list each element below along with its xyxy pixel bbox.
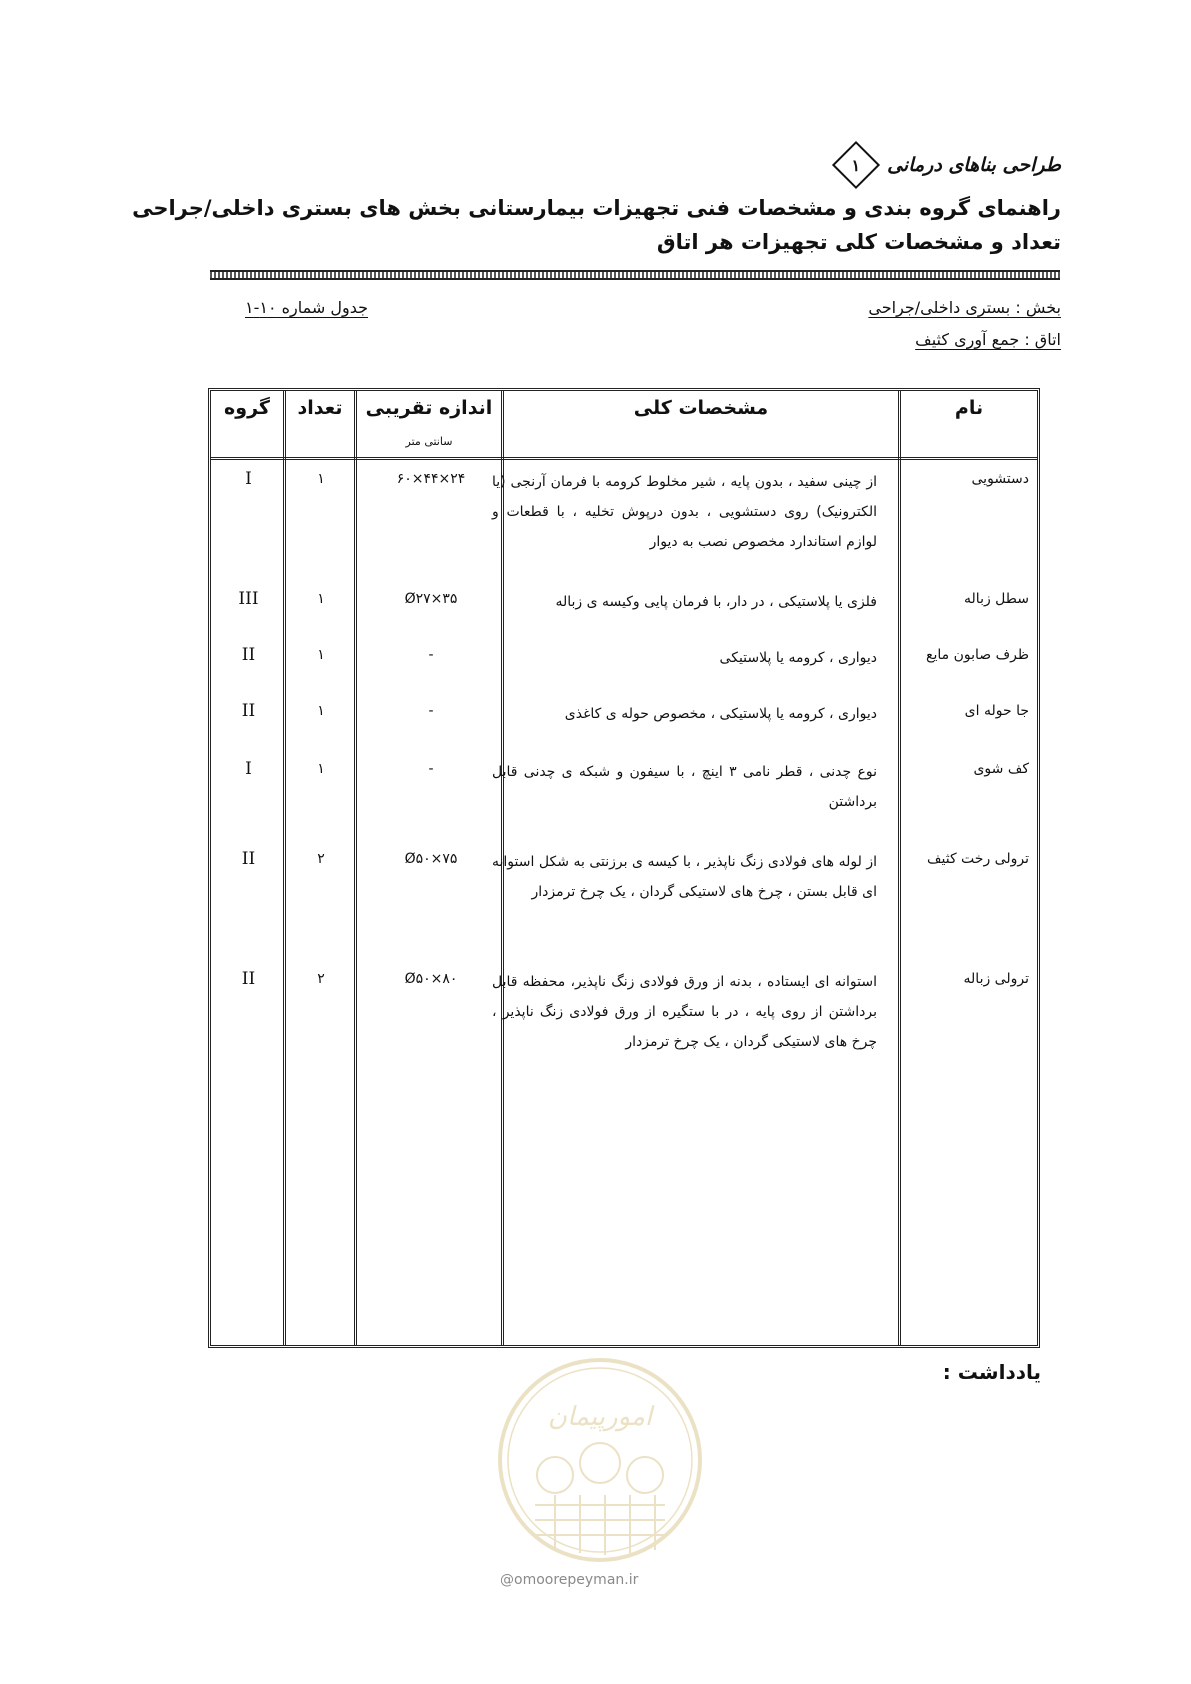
table-number: جدول شماره ۱۰-۱	[245, 298, 369, 317]
cell-group: I	[245, 759, 252, 779]
cell-size: ۶۰×۴۴×۲۴	[396, 471, 466, 487]
cell-size: Ø۵۰×۷۵	[404, 851, 458, 867]
cell-group: III	[238, 589, 259, 609]
watermark-text: امورپیمان	[547, 1402, 653, 1432]
header-divider	[210, 270, 1060, 280]
watermark-url: @omoorepeyman.ir	[500, 1572, 639, 1588]
equipment-table	[208, 388, 1040, 1348]
note-label: یادداشت :	[942, 1360, 1041, 1384]
series-title-text: طراحی بناهای درمانی	[887, 154, 1061, 176]
cell-count: ۱	[317, 591, 325, 607]
cell-group: I	[245, 469, 252, 489]
header-count: تعداد	[297, 397, 343, 419]
header-spec: مشخصات کلی	[633, 397, 769, 419]
cell-spec: فلزی یا پلاستیکی ، در دار، با فرمان پایی وکیسه ی زباله	[555, 594, 877, 610]
cell-name: دستشویی	[971, 471, 1029, 487]
cell-count: ۱	[317, 761, 325, 777]
cell-count: ۱	[317, 703, 325, 719]
cell-size: -	[428, 761, 434, 777]
col-divider	[898, 391, 901, 1345]
cell-group: II	[241, 701, 256, 721]
cell-name: ترولی رخت کثیف	[927, 851, 1029, 867]
header-size: اندازه تقریبی	[365, 397, 493, 419]
cell-name: ظرف صابون مایع	[926, 647, 1029, 663]
cell-count: ۲	[317, 971, 325, 987]
cell-name: ترولی زباله	[963, 971, 1029, 987]
cell-size: -	[428, 703, 434, 719]
document-title: راهنمای گروه بندی و مشخصات فنی تجهیزات بیمارستانی بخش های بستری داخلی/جراحی	[132, 196, 1061, 220]
cell-group: II	[241, 645, 256, 665]
series-number-badge	[832, 141, 880, 189]
cell-count: ۲	[317, 851, 325, 867]
document-subtitle: تعداد و مشخصات کلی تجهیزات هر اتاق	[656, 230, 1061, 254]
cell-spec: از چینی سفید ، بدون پایه ، شیر مخلوط کرومه با فرمان آرنجی (یا الکترونیک) روی دستشویی ، بدون درپوش تخلیه ، با قطعات و لوازم استاندارد مخصوص نصب به دیوار	[492, 474, 877, 550]
header-name: نام	[954, 397, 984, 419]
section-label: بخش : بستری داخلی/جراحی	[868, 298, 1061, 317]
cell-spec: از لوله های فولادی زنگ ناپذیر ، با کیسه ی برزنتی به شکل استوانه ای قابل بستن ، چرخ های لاستیکی گردان ، یک چرخ ترمزدار	[492, 854, 877, 900]
watermark-logo	[495, 1355, 705, 1565]
series-number: ۱	[851, 155, 861, 175]
cell-group: II	[241, 849, 256, 869]
cell-spec: نوع چدنی ، قطر نامی ۳ اینچ ، با سیفون و شبکه ی چدنی قابل برداشتن	[492, 764, 877, 810]
cell-spec: استوانه ای ایستاده ، بدنه از ورق فولادی زنگ ناپذیر، محفظه قابل برداشتن از روی پایه ، در با ستگیره از ورق فولادی زنگ ناپذیر ، چرخ های لاستیکی گردان ، یک چرخ ترمزدار	[492, 974, 877, 1050]
cell-spec: دیواری ، کرومه یا پلاستیکی ، مخصوص حوله ی کاغذی	[564, 706, 877, 722]
room-label: اتاق : جمع آوری کثیف	[915, 330, 1061, 349]
series-title	[839, 148, 1061, 182]
cell-size: Ø۵۰×۸۰	[404, 971, 458, 987]
cell-name: کف شوی	[973, 761, 1029, 777]
cell-spec: دیواری ، کرومه یا پلاستیکی	[719, 650, 877, 666]
cell-size: -	[428, 647, 434, 663]
col-divider	[354, 391, 357, 1345]
header-size-unit: سانتی متر	[405, 435, 453, 448]
cell-group: II	[241, 969, 256, 989]
cell-name: سطل زباله	[964, 591, 1029, 607]
header-divider-row	[211, 457, 1037, 460]
cell-count: ۱	[317, 471, 325, 487]
cell-count: ۱	[317, 647, 325, 663]
cell-name: جا حوله ای	[964, 703, 1029, 719]
cell-size: Ø۲۷×۳۵	[404, 591, 458, 607]
header-group: گروه	[224, 397, 270, 419]
